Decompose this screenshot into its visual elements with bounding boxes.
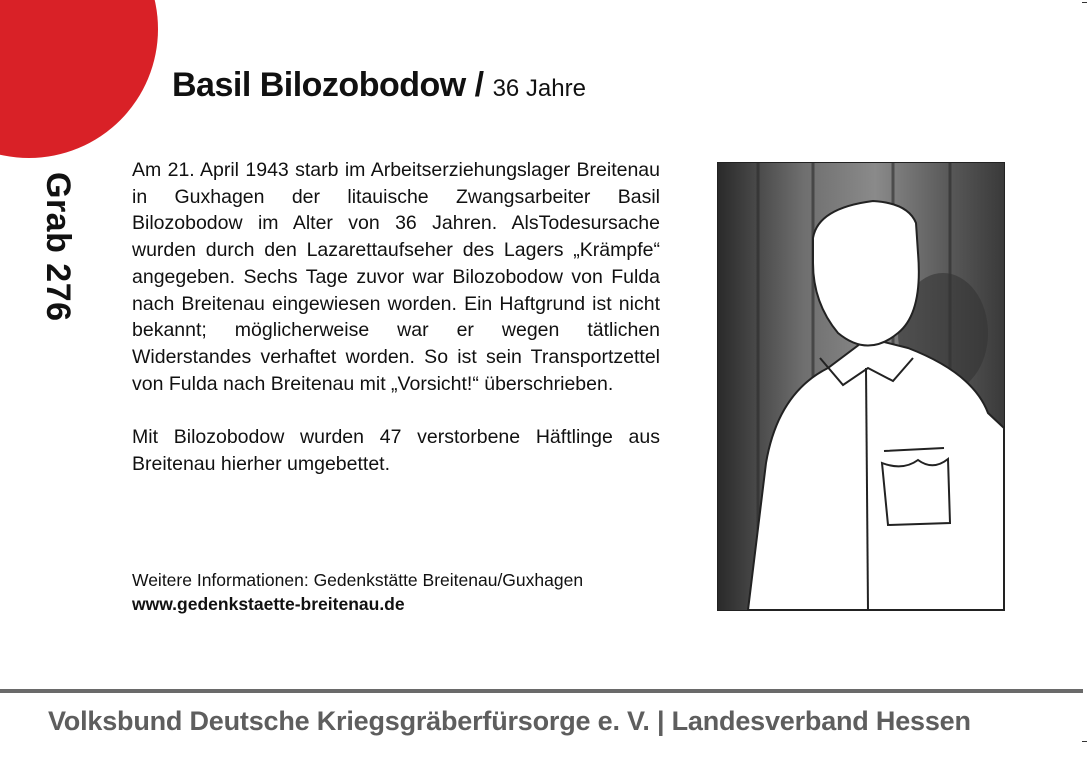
- footer-organization: Volksbund Deutsche Kriegsgräberfürsorge e. V. | Landesverband Hessen: [48, 706, 971, 736]
- crop-mark: [1082, 741, 1087, 742]
- portrait-silhouette-image: [718, 163, 1004, 610]
- info-line: Weitere Informationen: Gedenkstätte Breitenau/Guxhagen: [132, 570, 584, 590]
- biography-paragraph: Am 21. April 1943 starb im Arbeitserziehungslager Breitenau in Guxhagen der litauische Zwangsarbeiter Basil Bilozobodow im Alter von 36 Jahren. AlsTodesursache wurden durch den Lazarettaufseher des Lagers „Krämpfe“ angegeben. Sechs Tage zuvor war Bilozobodow von Fulda nach Breitenau eingewiesen worden. Ein Haftgrund ist nicht bekannt; möglicherweise war er wegen tätlichen Widerstandes verhaftet worden. So ist sein Transportzettel von Fulda nach Breitenau mit „Vorsicht!“ überschrieben.: [132, 159, 660, 395]
- person-age: 36 Jahre: [492, 75, 586, 102]
- portrait-photo: [717, 162, 1005, 611]
- crop-mark: [1082, 2, 1087, 3]
- page-title: [172, 66, 586, 105]
- red-circle-decoration: [0, 0, 158, 158]
- website-link[interactable]: www.gedenkstaette-breitenau.de: [132, 594, 405, 614]
- further-info: [132, 568, 583, 616]
- footer-divider: [0, 689, 1083, 693]
- reburial-paragraph: Mit Bilozobodow wurden 47 verstorbene Häftlinge aus Breitenau hierher umgebettet.: [132, 426, 660, 475]
- biography-text: [132, 157, 660, 477]
- person-name: Basil Bilozobodow /: [172, 66, 484, 104]
- grave-number-label: Grab 276: [39, 172, 77, 322]
